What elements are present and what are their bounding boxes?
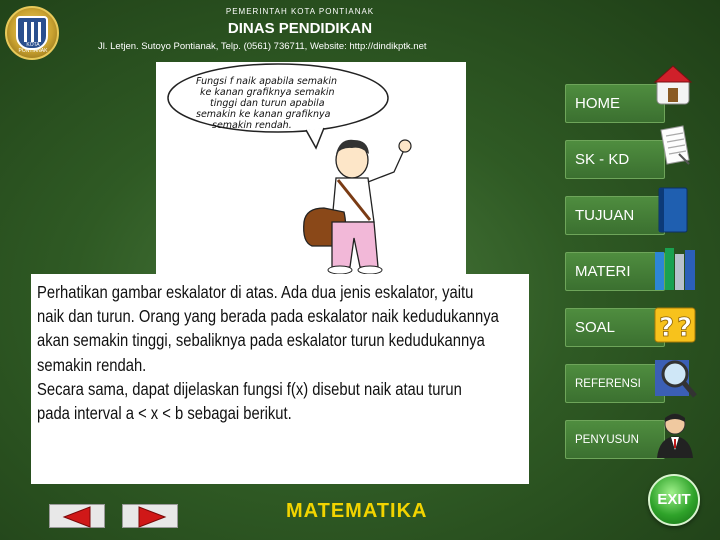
lesson-content-panel [31, 274, 529, 484]
logo-text: KOTA PONTIANAK [18, 42, 48, 54]
lesson-line: Secara sama, dapat dijelaskan fungsi f(x) disebut naik atau turun [37, 378, 462, 399]
nav-label: HOME [575, 95, 620, 112]
lesson-line: semakin rendah. [37, 354, 147, 375]
nav-sk-kd-button[interactable] [565, 140, 665, 179]
student-shoe [358, 266, 382, 274]
city-logo-icon [5, 6, 59, 60]
speech-bubble-tail [306, 128, 324, 148]
student-shoe [328, 266, 352, 274]
arrow-left-icon [50, 505, 106, 529]
nav-label: REFERENSI [575, 377, 641, 390]
lesson-line: akan semakin tinggi, sebaliknya pada eskalator turun kedudukannya [37, 330, 485, 351]
speech-line: semakin ke kanan grafiknya [196, 109, 331, 120]
logo-stripe [31, 22, 34, 42]
nav-label: PENYUSUN [575, 433, 639, 446]
speech-line: ke kanan grafiknya semakin [200, 87, 335, 98]
student-pants [332, 222, 378, 267]
exit-label: EXIT [657, 491, 691, 508]
svg-text:?: ? [659, 313, 675, 343]
nav-label: SK - KD [575, 151, 630, 168]
speech-line: Fungsi f naik apabila semakin [196, 76, 337, 87]
nav-referensi-button[interactable] [565, 364, 665, 403]
student-hand [399, 140, 411, 152]
arrow-right-icon [123, 505, 179, 529]
header-title: DINAS PENDIDIKAN [227, 20, 373, 37]
student-illustration-image [156, 62, 466, 276]
nav-label: SOAL [575, 319, 616, 336]
logo-stripe [38, 22, 41, 42]
lesson-line: naik dan turun. Orang yang berada pada eskalator naik kedudukannya [37, 306, 499, 327]
nav-materi-button[interactable] [565, 252, 665, 291]
speech-line: tinggi dan turun apabila [210, 98, 325, 109]
subject-title: MATEMATIKA [286, 500, 428, 522]
header-org: PEMERINTAH KOTA PONTIANAK [225, 7, 375, 16]
nav-label: TUJUAN [575, 207, 635, 224]
person-icon[interactable] [653, 410, 693, 454]
logo-stripe [24, 22, 27, 42]
lesson-line: pada interval a < x < b sebagai berikut. [37, 403, 292, 424]
lesson-text [37, 280, 527, 425]
previous-button[interactable] [49, 504, 105, 528]
student-arm [368, 150, 404, 182]
question-icon[interactable] [653, 302, 693, 346]
books-icon[interactable] [653, 244, 693, 288]
nav-home-button[interactable] [565, 84, 665, 123]
speech-line: semakin rendah. [212, 120, 292, 131]
magnifier-icon[interactable] [653, 354, 693, 398]
header [0, 0, 720, 62]
svg-text:?: ? [677, 313, 693, 343]
nav-soal-button[interactable] [565, 308, 665, 347]
home-icon[interactable] [653, 62, 693, 106]
lesson-line: Perhatikan gambar eskalator di atas. Ada dua jenis eskalator, yaitu [37, 282, 474, 302]
header-address: Jl. Letjen. Sutoyo Pontianak, Telp. (0561) 736711, Website: http://dindikptk.net [98, 41, 427, 52]
nav-tujuan-button[interactable] [565, 196, 665, 235]
document-icon[interactable] [653, 124, 693, 168]
nav-label: MATERI [575, 263, 631, 280]
exit-button[interactable] [648, 474, 700, 526]
next-button[interactable] [122, 504, 178, 528]
cartoon-illustration [156, 62, 466, 276]
book-icon[interactable] [653, 184, 693, 228]
nav-penyusun-button[interactable] [565, 420, 665, 459]
